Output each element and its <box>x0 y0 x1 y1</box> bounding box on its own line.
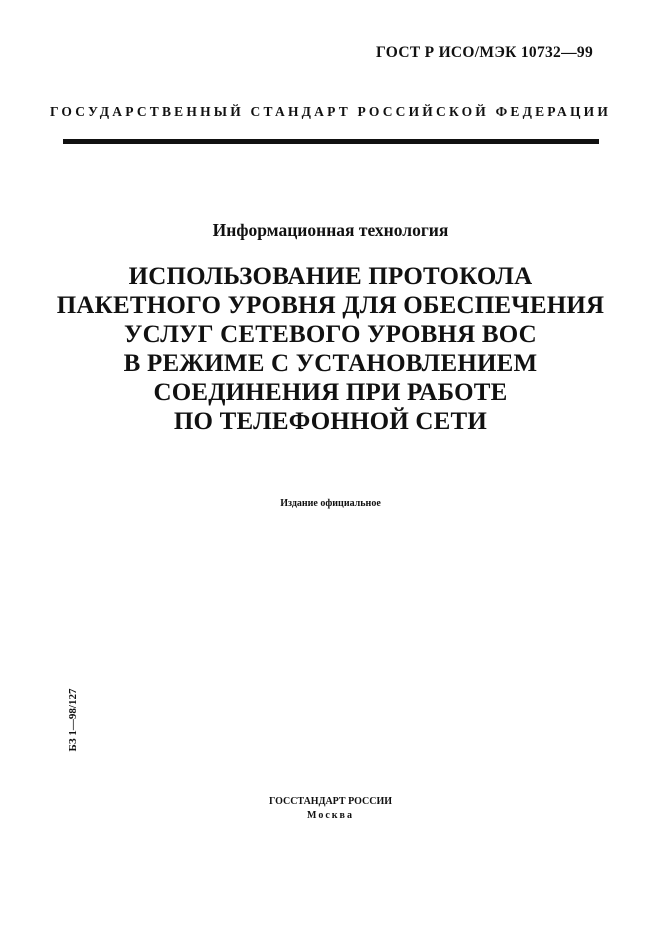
publisher-name: ГОССТАНДАРТ РОССИИ <box>268 796 393 807</box>
horizontal-rule <box>63 139 599 144</box>
title-line: УСЛУГ СЕТЕВОГО УРОВНЯ ВОС <box>124 321 537 348</box>
document-code: ГОСТ Р ИСО/МЭК 10732—99 <box>376 44 593 61</box>
side-catalog-code: БЗ 1—98/127 <box>67 688 79 752</box>
state-standard-heading: ГОСУДАРСТВЕННЫЙ СТАНДАРТ РОССИЙСКОЙ ФЕДЕРАЦИИ <box>49 104 612 119</box>
document-title <box>30 262 631 436</box>
title-line: СОЕДИНЕНИЯ ПРИ РАБОТЕ <box>153 379 508 406</box>
title-line: ИСПОЛЬЗОВАНИЕ ПРОТОКОЛА <box>128 263 533 290</box>
edition-label: Издание официальное <box>280 498 381 509</box>
title-line: В РЕЖИМЕ С УСТАНОВЛЕНИЕМ <box>123 350 538 377</box>
title-line: ПАКЕТНОГО УРОВНЯ ДЛЯ ОБЕСПЕЧЕНИЯ <box>56 292 605 319</box>
title-line: ПО ТЕЛЕФОННОЙ СЕТИ <box>173 408 488 435</box>
publisher-city: Москва <box>307 810 354 821</box>
subject-heading: Информационная технология <box>212 220 449 240</box>
